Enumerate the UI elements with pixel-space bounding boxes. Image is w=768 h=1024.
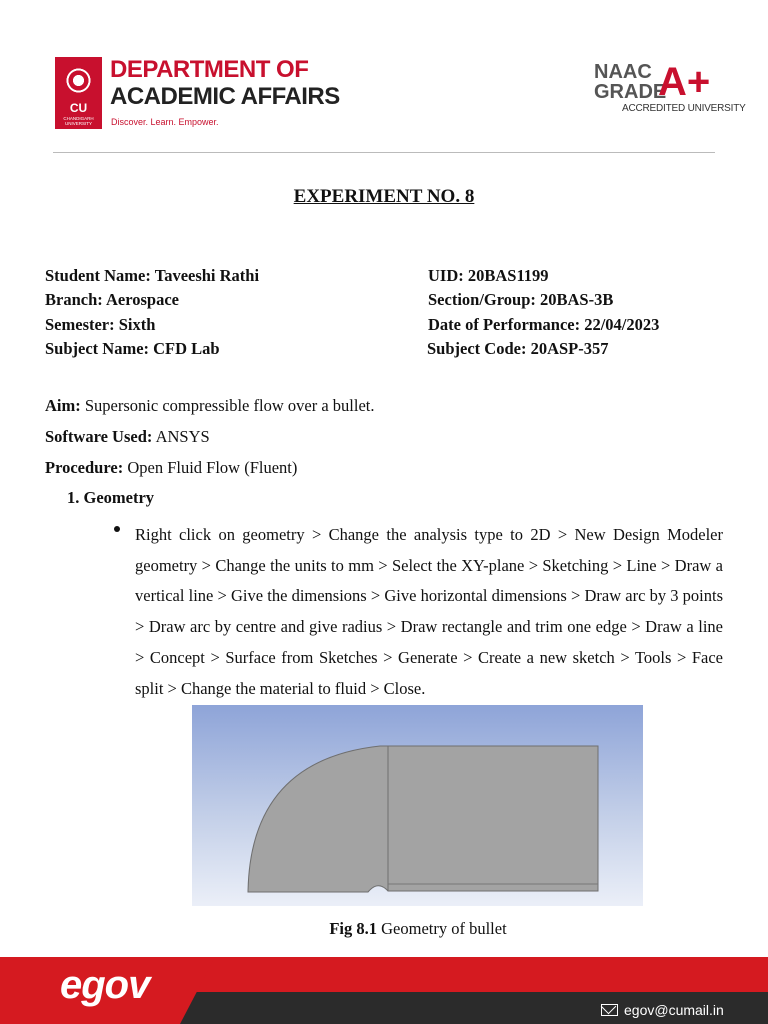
bullet-icon xyxy=(114,526,120,532)
procedure-paragraph xyxy=(45,458,297,478)
figure-caption xyxy=(0,919,768,939)
procedure-label: Procedure: xyxy=(45,458,124,477)
experiment-title: EXPERIMENT NO. 8 xyxy=(293,186,475,207)
semester: Semester: Sixth xyxy=(45,314,156,334)
software-label: Software Used: xyxy=(45,427,153,446)
date-of-performance: Date of Performance: 22/04/2023 xyxy=(428,314,660,334)
geometry-figure xyxy=(192,705,643,906)
department-title xyxy=(110,56,340,110)
egov-logo: egov xyxy=(60,963,150,1007)
student-name: Student Name: Taveeshi Rathi xyxy=(45,266,260,285)
branch: Branch: Aerospace xyxy=(45,290,179,310)
subject-name: Subject Name: CFD Lab xyxy=(45,338,220,358)
department-line-2: ACADEMIC AFFAIRS xyxy=(110,83,340,110)
naac-badge xyxy=(594,62,746,114)
procedure-text: Open Fluid Flow (Fluent) xyxy=(123,458,298,477)
page-header xyxy=(0,0,768,160)
software-text: ANSYS xyxy=(152,427,210,446)
student-info-left xyxy=(45,264,259,361)
aim-label: Aim: xyxy=(45,396,81,415)
procedure-steps: Right click on geometry > Change the analysis type to 2D > New Design Modeler geometry > Change the units to mm > Select the XY-plane > Sketching > Line > Draw a vertical line > Give the dimensions > Give horizontal dimensions > Draw arc by 3 points > Draw arc by centre and give radius > Draw rectangle and trim one edge > Draw a line > Concept > Surface from Sketches > Generate > Create a new sketch > Tools > Face split > Change the material to fluid > Close. xyxy=(135,525,723,698)
naac-label: NAAC xyxy=(594,61,652,83)
mail-icon xyxy=(601,1004,618,1016)
caption-text: Geometry of bullet xyxy=(377,919,507,938)
footer-email: egov@cumail.in xyxy=(624,1002,724,1018)
aim-text: Supersonic compressible flow over a bullet. xyxy=(80,396,375,415)
logo-subtext: CHANDIGARH UNIVERSITY xyxy=(63,116,94,126)
department-line-1: DEPARTMENT OF xyxy=(110,56,309,83)
uid: UID: 20BAS1199 xyxy=(428,266,549,285)
student-info-right xyxy=(428,264,659,361)
geometry-shape xyxy=(248,746,598,892)
aim-paragraph xyxy=(45,396,374,416)
section-group: Section/Group: 20BAS-3B xyxy=(428,290,614,310)
subject-code: Subject Code: 20ASP-357 xyxy=(427,338,609,358)
software-paragraph xyxy=(45,427,210,447)
caption-label: Fig 8.1 xyxy=(329,919,377,938)
emblem-icon xyxy=(61,63,96,98)
tagline: Discover. Learn. Empower. xyxy=(111,117,219,127)
cu-logo xyxy=(55,57,102,129)
section-heading: 1. Geometry xyxy=(67,488,155,507)
grade-label: GRADE xyxy=(594,81,667,103)
accredited-label: ACCREDITED UNIVERSITY xyxy=(622,103,746,114)
bullet-geometry-drawing xyxy=(192,705,643,906)
logo-text: CU xyxy=(69,101,88,115)
naac-grade: A+ xyxy=(658,60,711,104)
header-divider xyxy=(53,152,715,153)
